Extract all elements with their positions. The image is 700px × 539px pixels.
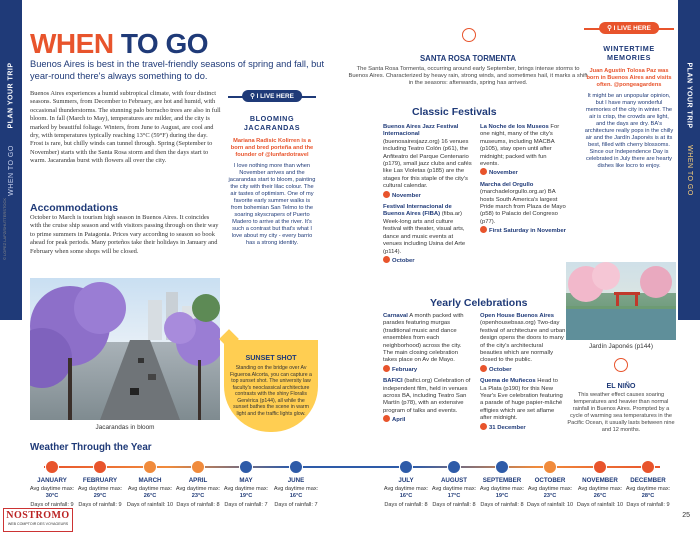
- weather-icon: [143, 460, 157, 474]
- month-march: [124, 460, 176, 509]
- weather-icon: [239, 460, 253, 474]
- rain-days: Days of rainfall: 10: [526, 502, 574, 508]
- santa-rosa-text: The Santa Rosa Tormenta, occurring around early September, brings intense storms to Buenos Aires. Characterized by heavy rain, strong winds, and sometimes hail, it marks a shift in the seasons: afterwards, spring has arrived.: [348, 66, 588, 86]
- left-tab-secondary: WHEN TO GO: [7, 144, 15, 196]
- celebration-entry: BAFICI (bafici.org) Celebration of independent film, held in venues across BA, including Teatro San Martín (p78), with an extensive program of talks and events. April: [383, 378, 471, 424]
- right-tab-primary: PLAN YOUR TRIP: [685, 62, 693, 128]
- watermark-logo: NOSTROMO WEB COMPTOIR DES VOYAGEURS: [3, 508, 73, 532]
- calendar-icon: [383, 256, 390, 263]
- jardin-japones-photo: [566, 262, 676, 340]
- rain-days: Days of rainfall: 9: [78, 502, 122, 508]
- avg-temp: Avg daytime max: 19°C: [479, 486, 525, 499]
- rain-days: Days of rainfall: 8: [176, 502, 220, 508]
- jardin-japones-caption: Jardín Japonés (p144): [589, 343, 653, 350]
- month-name: SEPTEMBER: [482, 477, 522, 484]
- jacarandas-caption: Jacarandas in bloom: [95, 424, 155, 431]
- rain-days: Days of rainfall: 8: [480, 502, 524, 508]
- classic-festivals-heading: Classic Festivals: [412, 106, 497, 118]
- live-quote: I love nothing more than when November arrives and the jacarandas start to bloom, painting the city with their lilac colour. The air tastes of optimism. One of my favorite early summer walks is from bohemian San Telmo to the soaring skyscrapers of Puerto Madero to arrive at the river. It's such a contrast but that's what I love about my city - every barrio has a strong identity.: [228, 163, 316, 246]
- rain-days: Days of rainfall: 8: [384, 502, 428, 508]
- weather-icon: [399, 460, 413, 474]
- storm-icon: [462, 28, 476, 42]
- climate-body-text: Buenos Aires experiences a humid subtropical climate, with four distinct seasons. Summers, from December to February, are hot and humid, with occasional thunderstorms. The stunning palo borracho trees are also in full bloom. In fall (March to May), temperatures are milder, and the city is marked by beautiful foliage. Winters, from June to August, are cool and dry, with temperatures typically reaching 13°C (59°F) during the day. Frost is rare, but chilly winds can tunnel through. Spring (September to November) starts with the Santa Rosa storm and then the days start to warm. Jacarandas burst with flowers all over the city.: [30, 90, 221, 165]
- festival-entry: Festival Internacional de Buenos Aires (FIBA) (fiba.ar) Week-long arts and culture festival with theater, visual arts, dance and music events at venues including Usina del Arte (p114). October: [383, 204, 466, 264]
- month-name: APRIL: [188, 477, 208, 484]
- i-live-here-badge: ⚲ I LIVE HERE: [599, 22, 659, 34]
- month-name: MAY: [239, 477, 253, 484]
- month-april: [172, 460, 224, 509]
- jacarandas-illustration: [30, 278, 220, 420]
- weather-icon: [93, 460, 107, 474]
- right-side-tab: [678, 0, 700, 320]
- month-november: [574, 460, 626, 509]
- month-october: [524, 460, 576, 509]
- yearly-col-1: [383, 313, 473, 429]
- month-name: JULY: [398, 477, 414, 484]
- live-title: WINTERTIME MEMORIES: [603, 44, 655, 62]
- rain-days: Days of rainfall: 7: [274, 502, 318, 508]
- calendar-icon: [480, 168, 487, 175]
- avg-temp: Avg daytime max: 26°C: [577, 486, 623, 499]
- weather-icon: [495, 460, 509, 474]
- month-name: JANUARY: [37, 477, 67, 484]
- wave-icon: [614, 358, 628, 372]
- month-june: [270, 460, 322, 509]
- avg-temp: Avg daytime max: 16°C: [383, 486, 429, 499]
- avg-temp: Avg daytime max: 16°C: [273, 486, 319, 499]
- festival-entry: La Noche de los Museos For one night, many of the city's museums, including MACBA (p105), stay open until after midnight; packed with fun events. November: [480, 124, 560, 177]
- weather-icon: [191, 460, 205, 474]
- rain-days: Days of rainfall: 10: [576, 502, 624, 508]
- sunset-shot-box: [224, 340, 318, 432]
- left-side-tab: [0, 0, 22, 320]
- intro-text: Buenos Aires is best in the travel-friendly seasons of spring and fall, but year-round there's always something to do.: [30, 59, 325, 81]
- avg-temp: Avg daytime max: 29°C: [77, 486, 123, 499]
- i-live-here-wintertime: [584, 25, 674, 228]
- calendar-icon: [480, 423, 487, 430]
- title-to-go: TO GO: [120, 28, 209, 59]
- month-december: [622, 460, 674, 509]
- month-name: AUGUST: [440, 477, 468, 484]
- avg-temp: Avg daytime max: 19°C: [223, 486, 269, 499]
- rain-days: Days of rainfall: 10: [126, 502, 174, 508]
- festival-entry: Buenos Aires Jazz Festival Internacional (buenosairesjazz.org) 16 venues including Teatro Colón (p61), the Anfiteatro del Parque Centenario (p179), small jazz clubs and cafés like Las Violetas (p185) are the stages for this staple of the city's cultural calendar. November: [383, 124, 472, 199]
- right-tab-secondary: WHEN TO GO: [685, 144, 693, 196]
- live-quote: It might be an unpopular opinion, but I have many wonderful memories of the city in winter. The air is crisp, the crowds are light, and the days are dry. BA's architecture really pops in the chilly air and the Jardín Japonés is at its best, filled with cherry blossoms. Since our Independence Day is celebrated in July there are hearty dishes like locro to enjoy.: [584, 93, 674, 169]
- calendar-icon: [480, 365, 487, 372]
- month-name: JUNE: [287, 477, 305, 484]
- calendar-icon: [383, 365, 390, 372]
- month-july: [380, 460, 432, 509]
- page-number: 25: [682, 512, 690, 519]
- celebration-entry: Quema de Muñecos Head to La Plata (p190) for this New Year's Eve celebration featuring a parade of huge papier-mâché effigies which are set aflame after midnight. 31 December: [480, 378, 563, 431]
- title-when: WHEN: [30, 28, 121, 59]
- month-name: MARCH: [138, 477, 162, 484]
- month-name: OCTOBER: [534, 477, 566, 484]
- photo-credit: © LOPEZ LAPZ/SHUTTERSTOCK: [2, 198, 7, 260]
- festival-entry: Marcha del Orgullo (marchadelorgullo.org.ar) BA hosts South America's largest Pride march from Plaza de Mayo (p58) to Palacio del Congreso (p77). First Saturday in November: [480, 181, 566, 235]
- rain-days: Days of rainfall: 9: [626, 502, 670, 508]
- page-title: [30, 28, 208, 60]
- avg-temp: Avg daytime max: 23°C: [175, 486, 221, 499]
- sunset-heading: SUNSET SHOT: [245, 353, 297, 362]
- avg-temp: Avg daytime max: 28°C: [625, 486, 671, 499]
- month-february: [74, 460, 126, 509]
- rain-days: Days of rainfall: 9: [30, 502, 74, 508]
- calendar-icon: [383, 191, 390, 198]
- i-live-here-badge: ⚲ I LIVE HERE: [242, 90, 302, 102]
- yearly-col-2: [480, 313, 566, 436]
- weather-icon: [289, 460, 303, 474]
- weather-heading: Weather Through the Year: [30, 442, 152, 453]
- live-title: BLOOMING JACARANDAS: [243, 114, 301, 132]
- month-name: FEBRUARY: [82, 477, 118, 484]
- celebration-entry: Carnaval A month packed with parades featuring murgas (traditional music and dance ensembles from each neighborhood) across the city. The main closing celebration takes place on Av de Mayo. February: [383, 313, 464, 373]
- celebration-entry: Open House Buenos Aires (openhousebsas.org) Two-day festival of architecture and urban design opens the doors to many of the city's architectural beauties which are normally closed to the public. October: [480, 313, 566, 373]
- weather-icon: [447, 460, 461, 474]
- calendar-icon: [480, 226, 487, 233]
- location-pin-icon: ⚲: [607, 25, 614, 32]
- el-nino-text: This weather effect causes soaring temperatures and heavier than normal rainfall in Buenos Aires. Prompted by a cycle of warming sea temperatures in the Pacific Ocean, it usually lasts between nine and 12 months.: [567, 392, 675, 433]
- rain-days: Days of rainfall: 8: [432, 502, 476, 508]
- month-name: DECEMBER: [630, 477, 666, 484]
- avg-temp: Avg daytime max: 17°C: [431, 486, 477, 499]
- month-september: [476, 460, 528, 509]
- jacarandas-photo: [30, 278, 220, 420]
- left-tab-primary: PLAN YOUR TRIP: [7, 62, 15, 128]
- yearly-celebrations-heading: Yearly Celebrations: [430, 297, 528, 309]
- weather-icon: [543, 460, 557, 474]
- weather-icon: [45, 460, 59, 474]
- live-author: Juan Agustín Tolosa Paz was born in Buenos Aires and visits often. @pongeagardens: [586, 68, 672, 88]
- el-nino-title: EL NIÑO: [606, 381, 636, 390]
- location-pin-icon: ⚲: [250, 93, 257, 100]
- weather-icon: [593, 460, 607, 474]
- accommodations-text: October to March is tourism high season in Buenos Aires. It coincides with the cruise ship season and with visitors passing through on their way to prime summers in Patagonia. Prices vary according to season so book ahead for peak periods. Many porteños take their holidays in January and February when some shops will be closed.: [30, 214, 219, 255]
- sunset-text: Standing on the bridge over Av Figueroa Alcorta, you can capture a top sunset shot. The university law faculty's neoclassical architecture contrasts with the shiny Floralis Genérica (p144), all while the sunset bathes the scene in warm light and the traffic lights glow.: [230, 365, 312, 417]
- accommodations-heading: Accommodations: [30, 202, 119, 214]
- jardin-japones-illustration: [566, 262, 676, 340]
- month-name: NOVEMBER: [582, 477, 618, 484]
- avg-temp: Avg daytime max: 26°C: [127, 486, 173, 499]
- i-live-here-jacarandas: [228, 93, 316, 328]
- live-author: Mariana Radisic Kolirren is a born and bred porteña and the founder of @lunfardotravel: [230, 138, 314, 158]
- avg-temp: Avg daytime max: 23°C: [527, 486, 573, 499]
- rain-days: Days of rainfall: 7: [224, 502, 268, 508]
- santa-rosa-title: SANTA ROSA TORMENTA: [419, 54, 516, 63]
- month-may: [220, 460, 272, 509]
- month-january: [26, 460, 78, 509]
- classic-col-2: [480, 124, 566, 240]
- avg-temp: Avg daytime max: 30°C: [29, 486, 75, 499]
- month-august: [428, 460, 480, 509]
- classic-col-1: [383, 124, 473, 269]
- weather-icon: [641, 460, 655, 474]
- calendar-icon: [383, 415, 390, 422]
